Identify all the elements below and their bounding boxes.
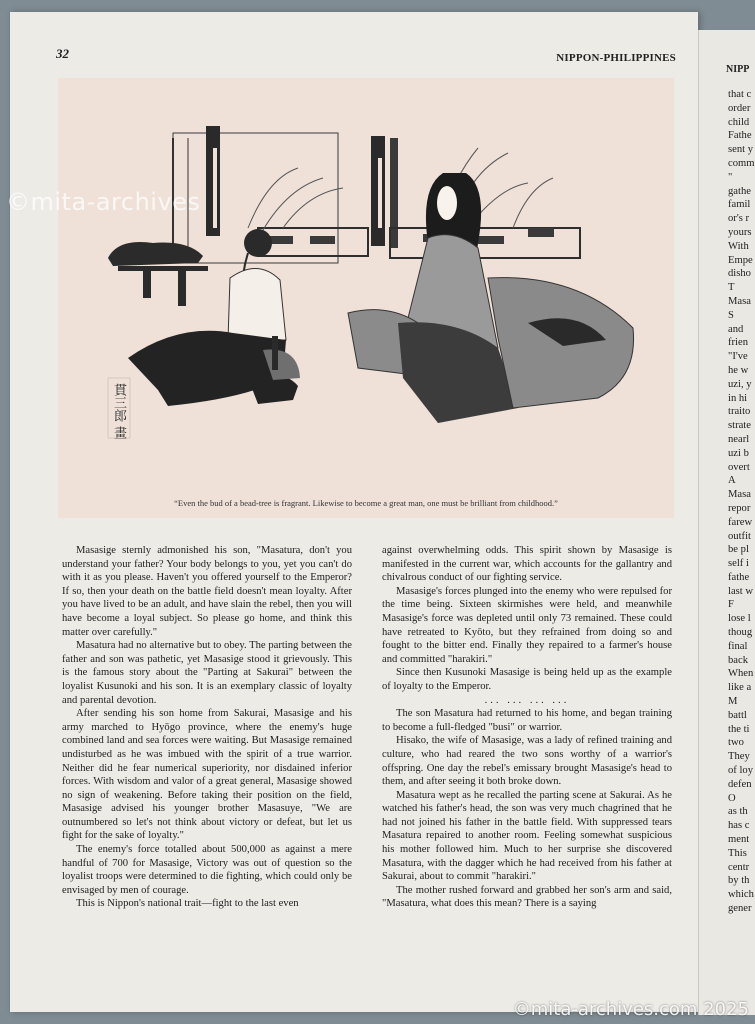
facing-page-line: famil bbox=[728, 199, 751, 211]
facing-page-line: Fathe bbox=[728, 130, 752, 142]
facing-page-line: A bbox=[728, 475, 736, 487]
facing-page-line: F bbox=[728, 599, 734, 611]
facing-page-header: NIPP bbox=[726, 64, 750, 75]
facing-page-line: child bbox=[728, 116, 750, 128]
facing-page-line: "I've bbox=[728, 351, 748, 363]
facing-page bbox=[698, 30, 755, 1015]
paragraph: The son Masatura had returned to his home, and began training to become a full-fledged "busi" or warrior. bbox=[382, 708, 672, 733]
facing-page-line: M bbox=[728, 696, 738, 708]
facing-page-line: self i bbox=[728, 558, 749, 570]
page-number: 32 bbox=[56, 46, 69, 61]
facing-page-line: gener bbox=[728, 903, 752, 915]
paragraph: Masatura wept as he recalled the parting scene at Sakurai. As he watched his father's head, the son was very much chagrined that he had not joined his father in the battle field. With suppressed tears Masatura repaired to another room. Feeling somewhat suspicious his mother followed him. Much to her surprise she discovered Masatura, with the dagger which he had received from his father at Sakurai, about to commit "harakiri." bbox=[382, 789, 672, 883]
facing-page-line: T bbox=[728, 282, 735, 294]
facing-page-line: centr bbox=[728, 861, 750, 873]
paragraph: The enemy's force totalled about 500,000 as against a mere handful of 700 for Masasige, Victory was out of question so the loyalist troops were determined to die fighting, which could only be envisaged by men of courage. bbox=[62, 844, 352, 896]
facing-page-line: gathe bbox=[728, 185, 751, 197]
facing-page-text bbox=[728, 88, 754, 916]
facing-page-line: battl bbox=[728, 709, 747, 721]
paragraph: The mother rushed forward and grabbed her son's arm and said, "Masatura, what does this mean? There is a saying bbox=[382, 884, 672, 910]
facing-page-line: uzi, y bbox=[728, 378, 752, 390]
facing-page-line: the ti bbox=[728, 723, 750, 735]
article-column-right bbox=[382, 544, 672, 911]
paragraph: Hisako, the wife of Masasige, was a lady of refined training and culture, who had reared the two sons worthy of a warrior's offspring. One day the rebel's emissary brought Masasige's head to them, and after seeing it both broke down. bbox=[382, 735, 672, 788]
facing-page-line: of loy bbox=[728, 765, 754, 777]
facing-page-line: two bbox=[728, 737, 744, 749]
facing-page-line: in hi bbox=[728, 392, 748, 404]
facing-page-line: frien bbox=[728, 337, 748, 349]
facing-page-line: thoug bbox=[728, 627, 753, 639]
paragraph: against overwhelming odds. This spirit shown by Masasige is manifested in the current war, which accounts for the gallantry and chivalrous conduct of our fighting service. bbox=[382, 545, 672, 584]
facing-page-line: strate bbox=[728, 420, 751, 432]
facing-page-line: They bbox=[728, 751, 750, 763]
facing-page-line: traito bbox=[728, 406, 751, 418]
facing-page-line: yours bbox=[728, 226, 752, 238]
facing-page-line: O bbox=[728, 792, 736, 804]
facing-page-line: repor bbox=[728, 502, 751, 514]
facing-page-line: sent y bbox=[728, 144, 754, 156]
facing-page-line: lose l bbox=[728, 613, 751, 625]
facing-page-line: like a bbox=[728, 682, 752, 694]
facing-page-line: as th bbox=[728, 806, 748, 818]
illustration-artwork bbox=[58, 78, 674, 518]
facing-page-line: outfit bbox=[728, 530, 751, 542]
facing-page-line: last w bbox=[728, 585, 754, 597]
paragraph: Masatura had no alternative but to obey. The parting between the father and son was pathetic, yet Masasige stood it grievously. This is the famous story about the "Parting at Sakurai" between the loyalist Kusunoki and his son. It is an exemplary classic of loyalty and parental devotion. bbox=[62, 640, 352, 706]
paragraph: Masasige's forces plunged into the enemy who were repulsed for the time being. Sixteen skirmishes were held, and meanwhile Masasige's force was depleted until only 73 remained. These could have retreated to Kyōto, but they refrained from doing so and fought to the bitter end. Finally they repaired to a farmer's house and committed "harakiri." bbox=[382, 585, 672, 665]
facing-page-line: by th bbox=[728, 875, 750, 887]
facing-page-line: he w bbox=[728, 364, 749, 376]
facing-page-line: nearl bbox=[728, 433, 750, 445]
facing-page-line: be pl bbox=[728, 544, 749, 556]
facing-page-line: Masa bbox=[728, 295, 751, 307]
paragraph: This is Nippon's national trait—fight to the last even bbox=[76, 898, 299, 910]
facing-page-line: final bbox=[728, 640, 748, 652]
article-column-left bbox=[62, 544, 352, 911]
facing-page-line: S bbox=[728, 309, 734, 321]
facing-page-line: and bbox=[728, 323, 744, 335]
facing-page-line: This bbox=[728, 847, 747, 859]
watermark-left: ©mita-archives bbox=[6, 188, 201, 216]
facing-page-line: ment bbox=[728, 834, 750, 846]
facing-page-line: overt bbox=[728, 461, 750, 473]
watermark-copyright: ©mita-archives.com 2025 bbox=[512, 999, 749, 1020]
facing-page-line: Empe bbox=[728, 254, 753, 266]
illustration bbox=[58, 78, 674, 518]
paragraph: Since then Kusunoki Masasige is being held up as the example of loyalty to the Emperor. bbox=[382, 667, 672, 692]
illustration-caption: “Even the bud of a bead-tree is fragrant. Likewise to become a great man, one must be brilliant from childhood.” bbox=[174, 498, 558, 508]
facing-page-line: uzi b bbox=[728, 447, 749, 459]
facing-page-line: Masa bbox=[728, 489, 751, 501]
facing-page-line: has c bbox=[728, 820, 750, 832]
running-header: NIPPON-PHILIPPINES bbox=[556, 52, 676, 64]
facing-page-line: or's r bbox=[728, 213, 750, 225]
signature: 貫三郎 畫 bbox=[111, 383, 126, 440]
paragraph: After sending his son home from Sakurai, Masasige and his army marched to Hyōgo province, where the enemy's huge combined land and sea forces were waiting. But Masasige remained undisturbed as he was imbued with the spirit of a true warrior. Neither did he fear numerical superiority, nor disdained inferior forces. With wisdom and valor of a great general, Masasige showed no sign of weakening. Before taking their position on the field, Masasige advised his younger brother Masasuye, "We are outnumbered so let's not think about victory or defeat, but let us fight for the sake of loyalty." bbox=[62, 708, 352, 842]
paragraph: Masasige sternly admonished his son, "Masatura, don't you understand your father? Your body belongs to you, yet you can't do with it as you please. Haven't you offered yourself to the Emperor? If so, then your death on the battle field doesn't mean loyalty. After you have lived to be an adult, and have slain the rebel, then you will have become a loyal subject. So please go home, and think this matter over carefully." bbox=[62, 545, 352, 638]
facing-page-line: With bbox=[728, 240, 749, 252]
facing-page-line: " bbox=[728, 171, 733, 183]
facing-page-line: When bbox=[728, 668, 754, 680]
facing-page-line: which bbox=[728, 889, 754, 901]
facing-page-line: fathe bbox=[728, 571, 750, 583]
section-separator: ... ... ... ... bbox=[484, 694, 570, 706]
facing-page-line: defen bbox=[728, 778, 752, 790]
magazine-page bbox=[10, 12, 698, 1012]
facing-page-line: that c bbox=[728, 89, 752, 100]
facing-page-line: comm bbox=[728, 157, 755, 169]
facing-page-line: order bbox=[728, 102, 751, 114]
facing-page-line: disho bbox=[728, 268, 751, 280]
facing-page-line: farew bbox=[728, 516, 753, 528]
facing-page-line: back bbox=[728, 654, 748, 666]
